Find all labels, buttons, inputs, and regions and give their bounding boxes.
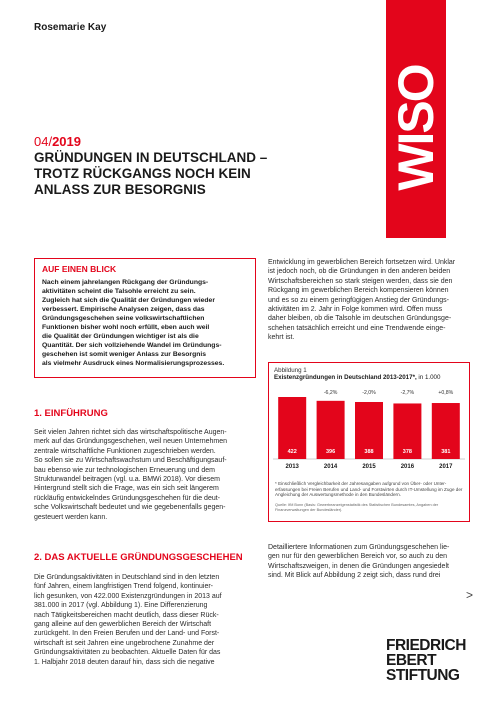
figure-source: Quelle: IfM Bonn (Basis: Gewerbeanzeigenstatistik des Statistischen Bundesamtes, Angaben der Finanzverwaltungen der Bundesländer). xyxy=(275,503,439,512)
summary-line: Funktionen bisher wohl noch erfüllt, eben auch weil xyxy=(42,324,210,331)
issue-prefix: 04/ xyxy=(34,134,53,149)
chart-category-label: 2013 xyxy=(285,464,299,470)
author-name: Rosemarie Kay xyxy=(34,22,107,33)
text-line: Detailliertere Informationen zum Gründungsgeschehen lie- xyxy=(268,544,450,551)
text-line: ist jedoch noch, ob die Gründungen in den anderen beiden xyxy=(268,268,451,276)
figure-note: * Einschließlich Vergleichbarkeit der Jahresangaben aufgrund von Über- oder Unter-erfassungen bei Freien Berufen und Land- und Forstwirten durch IT-Umstellung im Zuge der Angleichung der Auswertungsmethode in den Bundesländern. xyxy=(275,481,463,498)
chart-change-annotation: -2,0% xyxy=(362,390,376,396)
chart-value-label: 381 xyxy=(441,449,451,455)
right-column-bottom-text xyxy=(268,543,473,581)
text-line: gen nur für den gewerblichen Bereich vor, so auch zu den xyxy=(268,553,448,561)
text-line: aktivitäten im 2. Jahr in Folge kommen wird. Offen muss xyxy=(268,306,443,314)
summary-line: geschehen ist somit weniger Anlass zur Besorgnis xyxy=(42,351,207,358)
text-line: lich gesunken, von 422.000 Existenzgründungen in 2013 auf xyxy=(34,592,222,600)
chart-category-label: 2015 xyxy=(362,464,376,470)
summary-line: aktivitäten scheint die Talsohle erreicht zu sein. xyxy=(42,288,196,295)
wiso-wordmark: WISO xyxy=(388,65,444,191)
text-line: Rückgang im gewerblichen Bereich kompensieren können xyxy=(268,287,449,295)
text-line: daher bleiben, ob die Talsohle im deutschen Gründungsge- xyxy=(268,315,452,323)
figure-unit: in 1.000 xyxy=(416,374,441,381)
summary-line: als vielmehr Ausdruck eines Normalisierungsprozesses. xyxy=(42,360,225,367)
summary-line: Quantität. Der sich vollziehende Wandel im Gründungs- xyxy=(42,342,222,349)
issue-year: 2019 xyxy=(52,134,81,149)
chart-change-annotation: +0,8% xyxy=(438,390,454,396)
summary-heading: AUF EINEN BLICK xyxy=(42,264,117,274)
text-line: Wirtschaftszweigen, in denen die Gründungen angesiedelt xyxy=(268,562,449,570)
summary-line: Zugleich hat sich die Qualität der Gründungen wieder xyxy=(42,297,215,304)
text-line: sche Volkswirtschaft bedeutet und wie gegebenenfalls gegen- xyxy=(34,504,226,512)
text-line: Gründungsaktivitäten zu beobachten. Aktuelle Daten für das xyxy=(34,649,221,657)
chart-value-label: 378 xyxy=(402,449,412,455)
text-line: nach Tätigkeitsbereichen macht deutlich, dass dieser Rück- xyxy=(34,611,219,619)
summary-text xyxy=(42,278,248,368)
text-line: Hintergrund stellt sich die Frage, was ein sich seit längerem xyxy=(34,485,219,493)
text-line: fünf Jahren, einem langfristigen Trend folgend, kontinuier- xyxy=(34,583,213,591)
summary-line: die Qualität der Gründungen wichtiger ist als die xyxy=(42,333,199,340)
text-line: 1. Halbjahr 2018 deuten darauf hin, dass sich die negative xyxy=(34,658,215,666)
title-line: ANLASS ZUR BESORGNIS xyxy=(34,182,206,197)
text-line: zentrale wirtschaftliche Funktionen zugeschrieben werden. xyxy=(34,447,216,455)
logo-line: EBERT xyxy=(386,652,437,669)
text-line: rückläufig entwickelndes Gründungsgeschehen für die deut- xyxy=(34,494,221,502)
logo-line: STIFTUNG xyxy=(386,667,460,684)
section-2-heading: 2. DAS AKTUELLE GRÜNDUNGSGESCHEHEN xyxy=(34,552,243,563)
chart-value-label: 396 xyxy=(326,449,336,455)
text-line: Seit vielen Jahren richtet sich das wirtschaftspolitische Augen- xyxy=(34,429,227,436)
right-column-top-text xyxy=(268,258,473,343)
figure-title xyxy=(274,374,464,381)
fes-logo xyxy=(386,638,472,683)
text-line: zurückgeht. In den Freien Berufen und der Land- und Forst- xyxy=(34,630,220,638)
text-line: und es so zu einem geringfügigen Anstieg der Gründungs- xyxy=(268,296,449,304)
next-page-arrow-icon[interactable]: > xyxy=(466,588,474,602)
section-2-text xyxy=(34,573,264,667)
text-line: Wirtschaftsbereichen so stark steigen werden, dass sie den xyxy=(268,277,453,285)
title-line: TROTZ RÜCKGANGS NOCH KEIN xyxy=(34,166,251,181)
section-1-heading: 1. EINFÜHRUNG xyxy=(34,408,108,419)
summary-line: Gründungsgeschehen seine volkswirtschaftlichen xyxy=(42,315,205,322)
summary-line: Nach einem jahrelangen Rückgang der Gründungs- xyxy=(42,279,209,286)
text-line: Entwicklung im gewerblichen Bereich fortsetzen wird. Unklar xyxy=(268,259,456,266)
chart-category-label: 2016 xyxy=(400,464,415,470)
chart-change-annotation: -6,2% xyxy=(323,390,338,396)
summary-box xyxy=(34,258,256,378)
page-title xyxy=(34,150,334,198)
text-line: bau ebenso wie zur technologischen Erneuerung und dem xyxy=(34,466,215,474)
figure-title-main: Existenzgründungen in Deutschland 2013-2017*, xyxy=(274,374,417,381)
wiso-brand-bar xyxy=(386,0,471,238)
text-line: gang alleine auf den gewerblichen Bereich der Wirtschaft xyxy=(34,621,212,629)
text-line: sind. Mit Blick auf Abbildung 2 zeigt sich, dass rund drei xyxy=(268,572,441,580)
text-line: Strukturwandel beitragen (vgl. u.a. BMWi 2018). Vor diesem xyxy=(34,476,220,484)
section-1-text xyxy=(34,428,264,522)
text-line: gesteuert werden kann. xyxy=(34,513,108,521)
text-line: merk auf das Gründungsgeschehen, weil neuen Unternehmen xyxy=(34,438,228,446)
issue-number xyxy=(34,134,81,149)
figure-1 xyxy=(268,362,470,522)
text-line: wirtschaft ist seit Jahren eine ungebrochene Zunahme der xyxy=(34,639,215,647)
chart-value-label: 422 xyxy=(287,449,297,455)
chart-change-annotation: -2,7% xyxy=(400,390,415,396)
text-line: So sollen sie zu Wirtschaftswachstum und Beschäftigungsauf- xyxy=(34,457,227,465)
text-line: 381.000 in 2017 (vgl. Abbildung 1). Eine Differenzierung xyxy=(34,602,208,610)
chart-value-label: 388 xyxy=(364,449,374,455)
text-line: Die Gründungsaktivitäten in Deutschland sind in den letzten xyxy=(34,574,220,581)
chart-category-label: 2014 xyxy=(323,464,338,470)
logo-line: FRIEDRICH xyxy=(386,637,466,654)
direkt-wordmark: DIREKT xyxy=(463,116,471,160)
title-line: GRÜNDUNGEN IN DEUTSCHLAND – xyxy=(34,150,268,165)
text-line: kehrt ist. xyxy=(268,334,295,342)
summary-line: verbessert. Empirische Analysen zeigen, dass das xyxy=(42,306,205,313)
chart-category-label: 2017 xyxy=(439,464,453,470)
figure-label: Abbildung 1 xyxy=(274,367,307,374)
bar-chart xyxy=(273,383,465,475)
text-line: schehen tatsächlich erreicht und eine Trendwende einge- xyxy=(268,324,446,332)
